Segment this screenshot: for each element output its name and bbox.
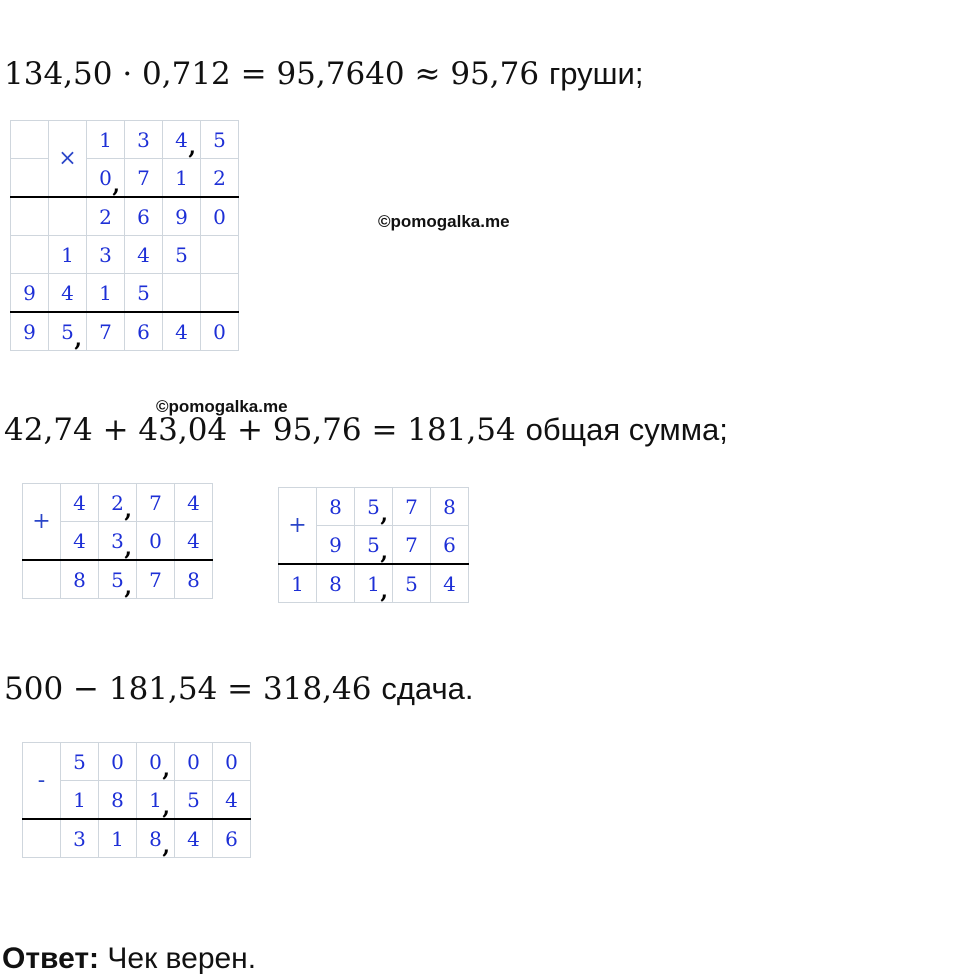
grid-cell: 7 — [137, 560, 175, 599]
grid-cell: 7 — [125, 159, 163, 198]
grid-cell: 5 , — [355, 488, 393, 526]
grid-cell: 8 — [317, 564, 355, 603]
grid-cell: 4 — [61, 522, 99, 561]
grid-row — [11, 159, 239, 198]
addition-grid-1 — [22, 483, 213, 599]
grid-cell: 3 — [125, 121, 163, 159]
grid-cell: 4 — [431, 564, 469, 603]
grid-cell: 1 — [87, 274, 125, 313]
grid-row — [279, 564, 469, 603]
grid-cell: 6 — [213, 819, 251, 858]
multiply-sign: × — [49, 121, 87, 198]
grid-cell: 9 — [163, 197, 201, 236]
grid-cell — [11, 159, 49, 198]
minus-sign: - — [23, 743, 61, 820]
grid-cell: 6 — [125, 312, 163, 351]
answer-label: Ответ: — [2, 942, 100, 975]
grid-cell — [11, 236, 49, 274]
grid-cell: 4 — [163, 312, 201, 351]
grid-row — [23, 484, 213, 522]
grid-cell: 0 — [175, 743, 213, 781]
grid-cell: 7 — [87, 312, 125, 351]
plus-sign: + — [23, 484, 61, 561]
grid-cell: 1 — [279, 564, 317, 603]
grid-cell: 8 — [175, 560, 213, 599]
grid-cell: 8 — [61, 560, 99, 599]
grid-cell — [11, 121, 49, 159]
equation-math: 42,74 + 43,04 + 95,76 = 181,54 — [4, 412, 516, 448]
grid-cell — [49, 197, 87, 236]
grid-cell: 8 , — [137, 819, 175, 858]
grid-cell: 8 — [99, 781, 137, 820]
grid-cell: 1 — [99, 819, 137, 858]
equation-sum — [4, 414, 728, 446]
equation-text: общая сумма; — [525, 412, 728, 447]
equation-multiplication — [4, 58, 643, 90]
grid-cell: 5 , — [49, 312, 87, 351]
grid-cell: 5 — [393, 564, 431, 603]
grid-cell: 3 , — [99, 522, 137, 561]
grid-cell: 1 — [61, 781, 99, 820]
grid-row — [11, 197, 239, 236]
equation-subtraction — [4, 673, 474, 705]
grid-cell: 2 , — [99, 484, 137, 522]
grid-cell: 1 — [87, 121, 125, 159]
multiplication-grid — [10, 120, 239, 351]
grid-cell: 6 — [125, 197, 163, 236]
grid-row — [23, 743, 251, 781]
grid-cell: 1 , — [355, 564, 393, 603]
grid-cell: 2 — [87, 197, 125, 236]
grid-cell: 4 — [125, 236, 163, 274]
grid-cell: 0 — [201, 197, 239, 236]
grid-cell: 2 — [201, 159, 239, 198]
grid-cell: 9 — [11, 274, 49, 313]
grid-cell: 9 — [11, 312, 49, 351]
grid-cell: 1 , — [137, 781, 175, 820]
grid-cell: 1 — [163, 159, 201, 198]
equation-text: сдача. — [381, 671, 474, 706]
addition-grid-2 — [278, 487, 469, 603]
grid-cell: 7 — [137, 484, 175, 522]
subtraction-grid — [22, 742, 251, 858]
grid-cell: 5 , — [355, 526, 393, 565]
grid-row — [23, 819, 251, 858]
grid-cell: 0 — [201, 312, 239, 351]
grid-cell — [23, 560, 61, 599]
grid-cell: 5 — [175, 781, 213, 820]
grid-cell: 4 — [175, 522, 213, 561]
grid-cell: 5 , — [99, 560, 137, 599]
grid-cell — [163, 274, 201, 313]
grid-cell — [201, 274, 239, 313]
plus-sign: + — [279, 488, 317, 565]
grid-cell: 0 — [99, 743, 137, 781]
grid-cell: 8 — [317, 488, 355, 526]
grid-cell: 4 — [49, 274, 87, 313]
answer-line — [2, 942, 256, 976]
grid-cell: 5 — [61, 743, 99, 781]
grid-row — [11, 121, 239, 159]
grid-cell: 0 , — [87, 159, 125, 198]
grid-row — [11, 312, 239, 351]
grid-cell: 8 — [431, 488, 469, 526]
watermark: ©pomogalka.me — [378, 212, 510, 231]
grid-cell: 3 — [87, 236, 125, 274]
watermark: ©pomogalka.me — [156, 397, 288, 416]
equation-math: 134,50 · 0,712 = 95,7640 ≈ 95,76 — [4, 56, 540, 92]
grid-cell: 1 — [49, 236, 87, 274]
grid-cell: 5 — [125, 274, 163, 313]
grid-row — [11, 274, 239, 313]
grid-cell: 5 — [201, 121, 239, 159]
grid-cell: 4 , — [163, 121, 201, 159]
grid-cell: 4 — [61, 484, 99, 522]
equation-math: 500 − 181,54 = 318,46 — [4, 671, 372, 707]
grid-cell: 4 — [175, 819, 213, 858]
grid-cell: 4 — [175, 484, 213, 522]
grid-row — [23, 560, 213, 599]
grid-cell: 0 — [213, 743, 251, 781]
grid-cell: 0 , — [137, 743, 175, 781]
grid-cell — [11, 197, 49, 236]
equation-text: груши; — [548, 56, 644, 91]
grid-cell: 6 — [431, 526, 469, 565]
grid-cell — [23, 819, 61, 858]
answer-text: Чек верен. — [107, 942, 257, 975]
grid-cell: 3 — [61, 819, 99, 858]
grid-cell: 9 — [317, 526, 355, 565]
grid-cell — [201, 236, 239, 274]
grid-cell: 4 — [213, 781, 251, 820]
grid-cell: 5 — [163, 236, 201, 274]
grid-row — [279, 488, 469, 526]
grid-row — [11, 236, 239, 274]
grid-cell: 7 — [393, 488, 431, 526]
grid-cell: 7 — [393, 526, 431, 565]
grid-cell: 0 — [137, 522, 175, 561]
